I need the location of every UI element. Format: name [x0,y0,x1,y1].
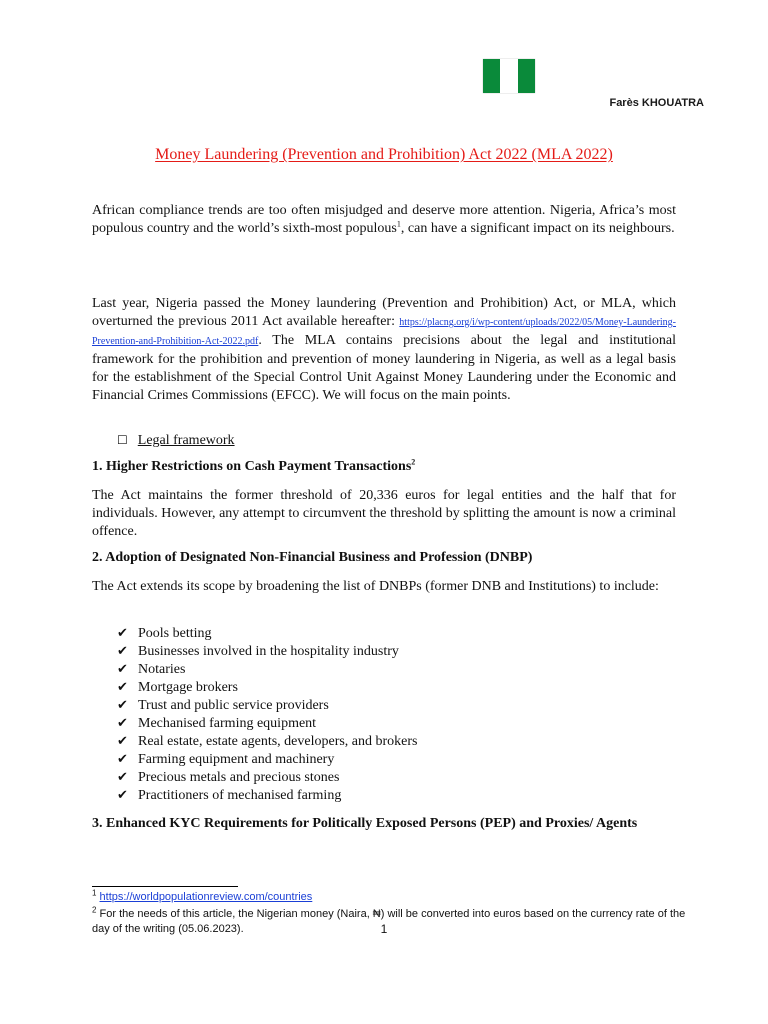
nigeria-flag-icon [483,59,535,93]
document-title: Money Laundering (Prevention and Prohibition) Act 2022 (MLA 2022) [155,146,613,163]
list-item: ✔ Pools betting [117,626,212,641]
check-icon: ✔ [117,626,128,641]
intro-paragraph [92,202,676,238]
check-icon: ✔ [117,662,128,677]
check-icon: ✔ [117,644,128,659]
intro-text: African compliance trends are too often misjudged and deserve more attention. Nigeria, Africa’s most populous country and the world’s sixth-most populous [92,203,676,236]
footnote-divider [92,886,238,887]
check-icon: ✔ [117,734,128,749]
heading-text: 1. Higher Restrictions on Cash Payment Transactions [92,459,412,474]
page-number: 1 [380,922,388,936]
list-item: ✔ Real estate, estate agents, developers, and brokers [117,734,418,749]
check-icon: ✔ [117,788,128,803]
background-text: Last year, Nigeria passed the Money laundering (Prevention and Prohibition) Act, or MLA, which overturned the previous 2011 Act available hereafter: [92,296,676,329]
check-icon: ✔ [117,752,128,767]
footnote-ref-2[interactable]: 2 [411,457,416,467]
author-name: Farès KHOUATRA [609,97,704,109]
check-icon: ✔ [117,716,128,731]
background-text-after: . The MLA contains precisions about the legal and institutional framework for the prohibition and prevention of money laundering in Nigeria, as well as a legal basis for the establishment of the Special Control Unit Against Money Laundering under the Economic and Financial Crimes Commissions (EFCC). We will focus on the main points. [92,333,676,403]
section-label: Legal framework [137,433,235,448]
footnote-1 [92,890,692,905]
worldpopulation-link[interactable]: https://worldpopulationreview.com/countries [99,891,313,903]
section-legal-framework [117,431,235,450]
list-item: ✔ Mortgage brokers [117,680,238,695]
dnbp-checklist [117,625,418,805]
list-item: ✔ Practitioners of mechanised farming [117,788,342,803]
check-icon: ✔ [117,680,128,695]
check-icon: ✔ [117,770,128,785]
list-item: ✔ Precious metals and precious stones [117,770,340,785]
footnote-number: 2 [92,905,97,915]
intro-text-after: , can have a significant impact on its neighbours. [400,221,675,236]
footnote-ref-1[interactable]: 1 [396,219,401,229]
list-item: ✔ Farming equipment and machinery [117,752,335,767]
flag-band-right [518,59,535,93]
heading-dnbp: 2. Adoption of Designated Non-Financial Business and Profession (DNBP) [92,550,533,565]
cash-paragraph: The Act maintains the former threshold of 20,336 euros for legal entities and the half that for individuals. However, any attempt to circumvent the threshold by splitting the amount is now a criminal offence. [92,488,676,539]
list-item: ✔ Businesses involved in the hospitality industry [117,644,399,659]
act-pdf-link[interactable]: https://placng.org/i/wp-content/uploads/2022/05/Money-Laundering-Prevention-and-Prohibition-Act-2022.pdf [92,317,677,347]
check-icon: ✔ [117,698,128,713]
footnote-text: For the needs of this article, the Nigerian money (Naira, ₦) will be converted into euros based on the currency rate of the day of the writing (05.06.2023). [92,908,686,935]
list-item: ✔ Mechanised farming equipment [117,716,317,731]
footnote-number: 1 [92,888,97,898]
list-item: ✔ Trust and public service providers [117,698,329,713]
background-paragraph [92,295,676,405]
list-item: ✔ Notaries [117,662,186,677]
heading-cash-restrictions [92,458,676,476]
flag-band-left [483,59,500,93]
checkbox-icon: ☐ [117,433,128,447]
flag-band-center [500,59,517,93]
dnbp-paragraph: The Act extends its scope by broadening the list of DNBPs (former DNB and Institutions) to include: [92,579,659,594]
heading-kyc: 3. Enhanced KYC Requirements for Politically Exposed Persons (PEP) and Proxies/ Agents [92,816,638,831]
